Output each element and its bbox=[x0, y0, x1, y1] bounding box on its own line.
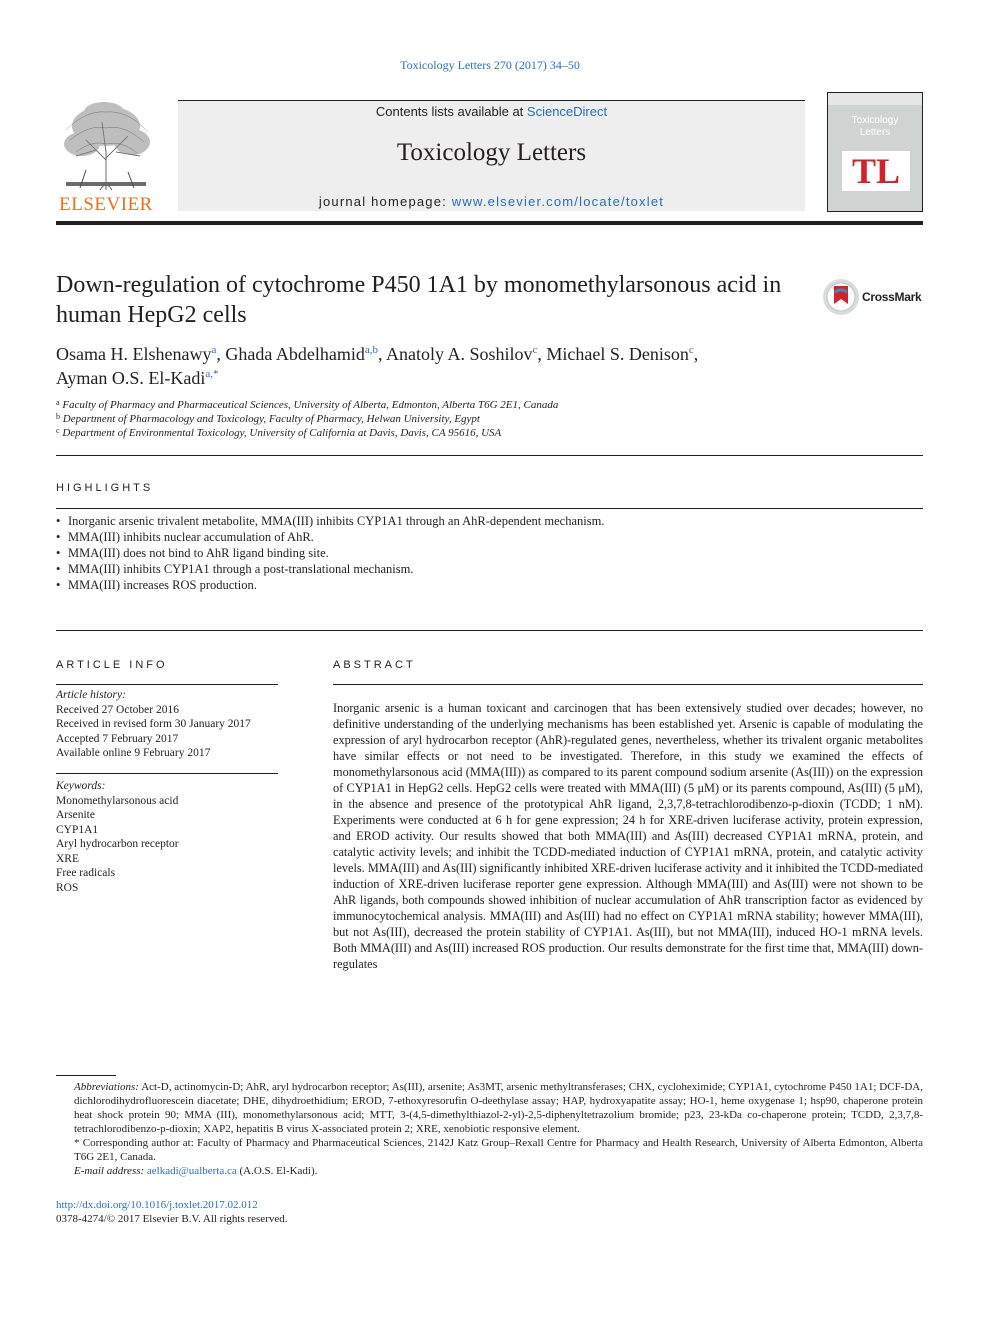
corresponding-author-footnote: * Corresponding author at: Faculty of Pharmacy and Pharmaceutical Sciences, 2142J Katz Group–Rexall Centre for Pharmacy and Health Research, University of Alberta Edmonton, Alberta T6G 2E1, Canada. bbox=[74, 1137, 923, 1163]
history-item: Received 27 October 2016 bbox=[56, 703, 179, 716]
doi-block bbox=[56, 1198, 288, 1226]
journal-citation[interactable]: Toxicology Letters 270 (2017) 34–50 bbox=[400, 58, 580, 72]
author[interactable]: Osama H. Elshenawy$^a$ bbox=[56, 344, 217, 364]
abbreviations-text: Act-D, actinomycin-D; AhR, aryl hydrocarbon receptor; As(III), arsenite; As3MT, arsenic methyltransferases; CHX, cycloheximide; CYP1A1, cytochrome P450 1A1; DCF-DA, dichlorodihydrofluorescein diacetate; DHE, dihydroethidium; EROD, 7-ethoxyresorufin O-deethylase assay; HAP, hydroxyapatite assay; HO-1, heme oxygenase 1; hsp90, chaperone protein heat shock protein 90; MMA (III), monomethylarsonous acid; MTT, 3-(4,5-dimethylthiazol-2-yl)-2,5-diphenyltetrazolium bromide; p23, 23-kDa co-chaperone protein; TCDD, 2,3,7,8-tetrachlorodibenzo-p-dioxin; XAP2, hepatitis B virus X-associated protein 2; XRE, xenobiotic responsive element. bbox=[74, 1081, 923, 1135]
cover-title-line2: Letters bbox=[859, 127, 891, 138]
highlights-divider bbox=[56, 508, 923, 509]
author-sup[interactable]: a bbox=[211, 344, 217, 356]
keyword: Arsenite bbox=[56, 809, 95, 821]
elsevier-tree-icon bbox=[56, 100, 156, 192]
author[interactable]: Anatoly A. Soshilov$^c$ bbox=[385, 344, 538, 364]
author-sup[interactable]: a,b bbox=[364, 344, 378, 356]
copyright-line: 0378-4274/© 2017 Elsevier B.V. All rights reserved. bbox=[56, 1213, 288, 1225]
article-title: Down-regulation of cytochrome P450 1A1 by monomethylarsonous acid in human HepG2 cells bbox=[56, 272, 782, 328]
highlight-item: • MMA(III) does not bind to AhR ligand binding site. bbox=[56, 545, 916, 561]
keyword: Monomethylarsonous acid bbox=[56, 794, 179, 807]
sciencedirect-link[interactable]: ScienceDirect bbox=[526, 104, 608, 119]
abstract-text: Inorganic arsenic is a human toxicant and carcinogen that has been extensively studied over decades; however, no definitive understanding of the underlying mechanisms has been established yet. Arsenic is capable of modulating the expression of aryl hydrocarbon receptor (AhR)-regulated genes, nevertheless, whether its trivalent organic metabolites have similar effects or not need to be investigated. Therefore, in this study we examined the effects of monomethylarsonous acid (MMA(III)) as compared to its parent compound sodium arsenite (As(III)) on the expression of CYP1A1 in HepG2 cells. HepG2 cells were treated with MMA(III) (5 μM) or its parents compound, As(III) (5 μM), in the absence and presence of the prototypical AhR ligand, 2,3,7,8-tetrachlorodibenzo-p-dioxin (TCDD; 1 nM). Experiments were conducted at 6 h for gene expression; 24 h for XRE-driven luciferase activity, protein expression, and EROD activity. Our results showed that both MMA(III) and As(III) decreased CYP1A1 mRNA, protein, and catalytic activity levels; and inhibit the TCDD-mediated induction of CYP1A1 mRNA, protein, and catalytic activity levels. MMA(III) and As(III) significantly inhibited XRE-driven luciferase activity and it inhibited the TCDD-mediated induction of XRE-driven luciferase reporter gene expression. Although MMA(III) and As(III) were not shown to be AhR ligands, both compounds showed inhibition of nuclear accumulation of AhR transcription factor as evidenced by immunocytochemical analysis. MMA(III) and As(III) had no effect on CYP1A1 mRNA stability; however MMA(III), but not As(III), decreased the protein stability of CYP1A1. As(III), but not MMA(III), induced HO-1 mRNA levels. Both MMA(III) and As(III) increased ROS production. Our results demonstrate for the first time that, MMA(III) down-regulates bbox=[333, 701, 923, 971]
keyword: CYP1A1 bbox=[56, 823, 99, 836]
journal-cover[interactable] bbox=[827, 92, 923, 212]
article-history bbox=[56, 688, 278, 761]
email-footnote bbox=[56, 1164, 923, 1178]
homepage-line bbox=[178, 194, 805, 209]
highlights-heading: HIGHLIGHTS bbox=[56, 482, 154, 494]
history-item: Received in revised form 30 January 2017 bbox=[56, 718, 251, 730]
cover-monogram: TL bbox=[842, 151, 910, 191]
crossmark-label: CrossMark bbox=[862, 290, 922, 304]
doi-link[interactable]: http://dx.doi.org/10.1016/j.toxlet.2017.02.012 bbox=[56, 1199, 258, 1211]
history-item: Accepted 7 February 2017 bbox=[56, 732, 179, 745]
header-divider bbox=[56, 221, 923, 225]
email-suffix: (A.O.S. El-Kadi). bbox=[236, 1165, 318, 1177]
crossmark-badge[interactable] bbox=[822, 278, 932, 316]
elsevier-wordmark: ELSEVIER bbox=[59, 194, 153, 215]
keyword: Free radicals bbox=[56, 867, 116, 879]
contents-prefix: Contents lists available at bbox=[375, 104, 527, 119]
cover-title bbox=[828, 115, 922, 139]
elsevier-logo bbox=[56, 100, 156, 215]
author-list: Osama H. Elshenawy$^a$, Ghada Abdelhamid$^{a,b}$, Anatoly A. Soshilov$^c$, Michael S. Denison$^c$, Ayman O.S. El-Kadi$^{a,*}$ bbox=[56, 344, 699, 388]
abbreviations-label: Abbreviations: bbox=[74, 1081, 139, 1093]
email-link[interactable]: aelkadi@ualberta.ca bbox=[146, 1165, 237, 1177]
keywords-divider bbox=[56, 773, 278, 774]
abstract-divider bbox=[333, 684, 923, 685]
author[interactable]: Ayman O.S. El-Kadi$^{a,*}$ bbox=[56, 368, 219, 388]
author-sup[interactable]: a,* bbox=[205, 368, 219, 380]
highlight-item: • MMA(III) increases ROS production. bbox=[56, 577, 916, 593]
keyword: Aryl hydrocarbon receptor bbox=[56, 838, 179, 850]
contents-line bbox=[178, 104, 805, 119]
footnotes bbox=[56, 1080, 923, 1178]
email-label: E-mail address: bbox=[74, 1165, 145, 1177]
journal-title: Toxicology Letters bbox=[396, 139, 587, 166]
affiliation-list bbox=[56, 398, 916, 440]
cover-title-line1: Toxicology bbox=[851, 115, 899, 126]
highlight-item: • MMA(III) inhibits nuclear accumulation of AhR. bbox=[56, 529, 916, 545]
section-divider bbox=[56, 630, 923, 631]
crossmark-icon bbox=[822, 278, 860, 316]
author[interactable]: Michael S. Denison$^c$ bbox=[546, 344, 694, 364]
affiliation: $^c$ Department of Environmental Toxicology, University of California at Davis, Davis, CA 95616, USA bbox=[56, 426, 502, 439]
keywords-title: Keywords: bbox=[56, 780, 106, 792]
footnote-divider bbox=[56, 1075, 116, 1076]
homepage-prefix: journal homepage: bbox=[318, 194, 452, 209]
keywords bbox=[56, 779, 278, 895]
author[interactable]: Ghada Abdelhamid$^{a,b}$ bbox=[225, 344, 378, 364]
article-info-heading: ARTICLE INFO bbox=[56, 659, 168, 671]
keyword: ROS bbox=[56, 881, 79, 894]
highlight-item: • Inorganic arsenic trivalent metabolite, MMA(III) inhibits CYP1A1 through an AhR-dependent mechanism. bbox=[56, 513, 916, 529]
article-info-divider bbox=[56, 684, 278, 685]
journal-header bbox=[178, 100, 805, 211]
section-divider bbox=[56, 455, 923, 456]
author-sup[interactable]: c bbox=[688, 344, 694, 356]
keyword: XRE bbox=[56, 852, 79, 865]
highlight-item: • MMA(III) inhibits CYP1A1 through a post-translational mechanism. bbox=[56, 561, 916, 577]
history-item: Available online 9 February 2017 bbox=[56, 747, 211, 759]
history-title: Article history: bbox=[56, 689, 126, 701]
homepage-link[interactable]: www.elsevier.com/locate/toxlet bbox=[451, 194, 665, 209]
abstract-heading: ABSTRACT bbox=[333, 659, 416, 671]
cover-band bbox=[828, 93, 922, 105]
author-sup[interactable]: c bbox=[532, 344, 538, 356]
highlights-list bbox=[56, 513, 916, 593]
abbreviations-footnote bbox=[56, 1080, 923, 1136]
affiliation: $^b$ Department of Pharmacology and Toxicology, Faculty of Pharmacy, Helwan University, Egypt bbox=[56, 412, 480, 425]
affiliation: $^a$ Faculty of Pharmacy and Pharmaceutical Sciences, University of Alberta, Edmonton, Alberta T6G 2E1, Canada bbox=[56, 398, 559, 411]
